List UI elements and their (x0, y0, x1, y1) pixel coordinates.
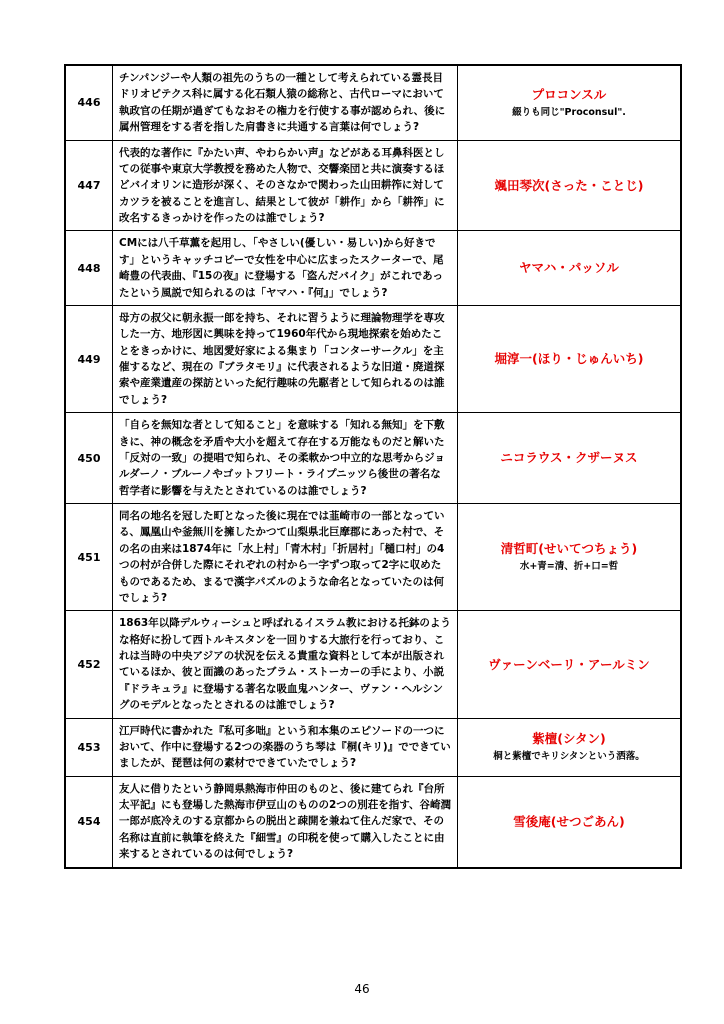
answer-text: ニコラウス・クザーヌス (500, 450, 638, 466)
answer-note: 桐と紫檀でキリシタンという洒落。 (493, 750, 645, 762)
answer-cell (458, 611, 682, 718)
answer-text: プロコンスル (531, 87, 607, 103)
question-text: 友人に借りたという静岡県熱海市仲田のものと、後に建てられ『台所太平記』にも登場した熱海市伊豆山のものの2つの別荘を指す、谷崎潤一郎が底冷えのする京都からの脱出と疎開を兼ねて住んだ家で、その名称は直前に執筆を終えた『細雪』の印税を使って購入したことに由来するとされているのは何でしょう? (113, 776, 458, 867)
question-text: CMには八千草薫を起用し、「やさしい(優しい・易しい)から好きです」というキャッチコピーで女性を中心に広まったスクーターで、尾崎豊の代表曲、『15の夜』に登場する「盗んだバイク」がこれであったという風説で知られるのは「ヤマハ・『何』」でしょう? (113, 231, 458, 306)
table-row (65, 718, 681, 776)
question-number: 448 (65, 231, 113, 306)
answer-cell (458, 718, 682, 776)
answer-note: 綴りも同じ"Proconsul". (512, 106, 626, 118)
question-text: 「自らを無知な者として知ること」を意味する「知れる無知」を下敷きに、神の概念を矛盾や大小を超えて存在する万能なものだと解いた「反対の一致」の提唱で知られ、その柔軟かつ中立的な思考からジョルダーノ・ブルーノやゴットフリート・ライプニッツら後世の著名な哲学者に影響を与えたとされているのは誰でしょう? (113, 413, 458, 504)
table-row (65, 305, 681, 412)
table-row (65, 140, 681, 231)
answer-cell (458, 504, 682, 611)
table-row (65, 413, 681, 504)
answer-text: 清哲町(せいてつちょう) (500, 541, 638, 557)
answer-cell (458, 231, 682, 306)
answer-cell (458, 776, 682, 867)
question-number: 454 (65, 776, 113, 867)
question-number: 451 (65, 504, 113, 611)
page-number: 46 (354, 982, 370, 996)
question-number: 452 (65, 611, 113, 718)
answer-text: ヴァーンベーリ・アールミン (488, 656, 650, 672)
table-row (65, 504, 681, 611)
answer-note: 水+青=清、折+口=哲 (519, 560, 619, 572)
answer-text: 紫檀(シタン) (532, 731, 606, 747)
question-number: 449 (65, 305, 113, 412)
question-text: チンパンジーや人類の祖先のうちの一種として考えられている霊長目ドリオピテクス科に属する化石類人猿の総称と、古代ローマにおいて執政官の任期が過ぎてもなおその権力を行使する事が認められ、後に属州管理をする者を指した肩書きに共通する言葉は何でしょう? (113, 65, 458, 140)
answer-text: 堀淳一(ほり・じゅんいち) (494, 351, 644, 367)
question-text: 代表的な著作に『かたい声、やわらかい声』などがある耳鼻科医としての従事や東京大学教授を務めた人物で、交響楽団と共に演奏するほどバイオリンに造形が深く、そのさなかで関わった山田耕筰に対してカツラを被ることを進言し、結果として彼が「耕作」から「耕筰」に改名するきっかけを作ったのは誰でしょう? (113, 140, 458, 231)
question-text: 母方の叔父に朝永振一郎を持ち、それに習うように理論物理学を専攻した一方、地形図に興味を持って1960年代から現地探索を始めたことをきっかけに、地図愛好家による集まり「コンターサークル」を主催するなど、現在の『ブラタモリ』に代表されるような旧道・廃道探索や産業遺産の探訪といった紀行趣味の先駆者として知られるのは誰でしょう? (113, 305, 458, 412)
quiz-table (64, 64, 682, 869)
answer-cell (458, 140, 682, 231)
table-row (65, 776, 681, 867)
quiz-table-body (65, 65, 681, 868)
answer-text: ヤマハ・パッソル (519, 260, 619, 276)
answer-cell (458, 305, 682, 412)
question-number: 446 (65, 65, 113, 140)
answer-cell (458, 413, 682, 504)
question-text: 江戸時代に書かれた『私可多咄』という和本集のエピソードの一つにおいて、作中に登場する2つの楽器のうち琴は『桐(キリ)』でできていましたが、琵琶は何の素材でできていたでしょう? (113, 718, 458, 776)
question-text: 1863年以降デルウィーシュと呼ばれるイスラム教における托鉢のような格好に扮して西トルキスタンを一回りする大旅行を行っており、これは当時の中央アジアの状況を伝える貴重な資料として本が出版されているほか、彼と面識のあったブラム・ストーカーの手により、小説『ドラキュラ』に登場する著名な吸血鬼ハンター、ヴァン・ヘルシングのモデルとなったとされるのは誰でしょう? (113, 611, 458, 718)
question-number: 450 (65, 413, 113, 504)
table-row (65, 65, 681, 140)
answer-cell (458, 65, 682, 140)
question-number: 447 (65, 140, 113, 231)
table-row (65, 231, 681, 306)
question-number: 453 (65, 718, 113, 776)
answer-text: 颯田琴次(さった・ことじ) (494, 177, 644, 193)
question-text: 同名の地名を冠した町となった後に現在では韮崎市の一部となっている、鳳凰山や釜無川を擁したかつて山梨県北巨摩郡にあった村で、その名の由来は1874年に「水上村」「青木村」「折居村」「樋口村」の4つの村が合併した際にそれぞれの村から一字ずつ取って2字に収めたものであるため、まるで漢字パズルのような命名となっていたのは何でしょう? (113, 504, 458, 611)
table-row (65, 611, 681, 718)
answer-text: 雪後庵(せつごあん) (513, 813, 625, 829)
